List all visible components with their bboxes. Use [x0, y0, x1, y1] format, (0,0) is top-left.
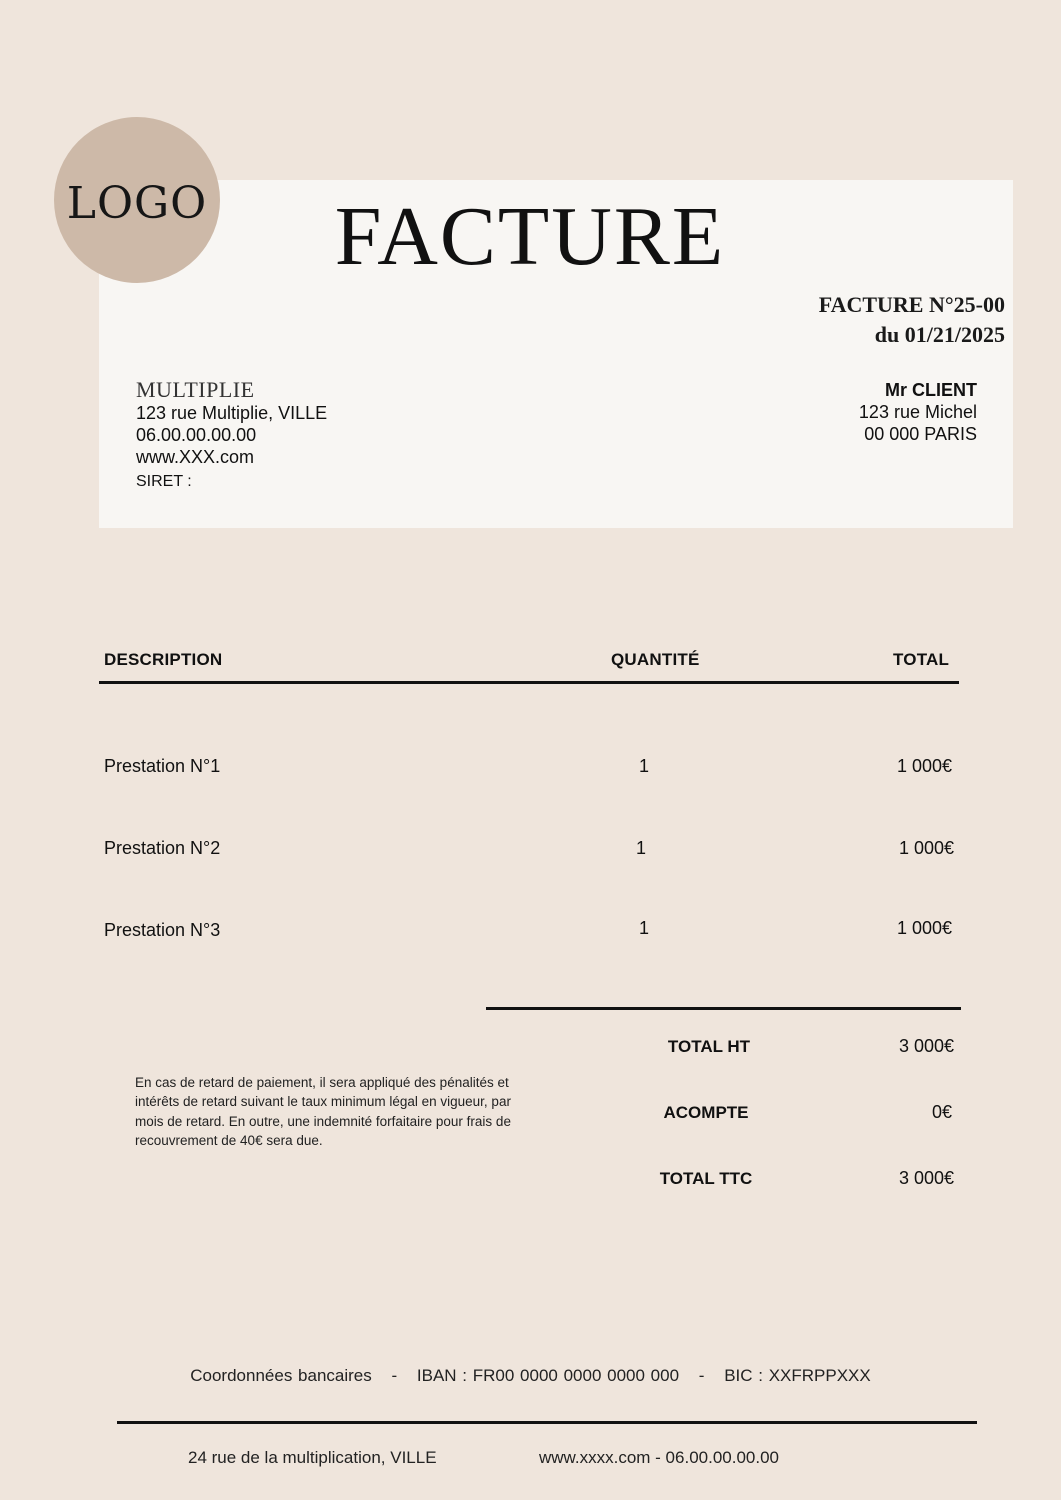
- row-1-quantity: 1: [638, 756, 649, 776]
- client-city: 00 000 PARIS: [864, 424, 977, 444]
- bank-label: Coordonnées bancaires: [190, 1366, 372, 1385]
- seller-block: [136, 379, 327, 493]
- column-header-description: DESCRIPTION: [104, 650, 223, 669]
- row-2-quantity: 1: [635, 838, 646, 858]
- bank-separator: -: [698, 1366, 705, 1385]
- seller-phone: 06.00.00.00.00: [136, 425, 257, 445]
- document-title: FACTURE: [334, 190, 726, 283]
- invoice-meta: [819, 290, 1005, 350]
- bank-bic: BIC : XXFRPPXXX: [724, 1366, 871, 1385]
- client-name: Mr CLIENT: [885, 380, 977, 400]
- row-2-total: 1 000€: [898, 838, 954, 858]
- invoice-date: du 01/21/2025: [874, 322, 1005, 347]
- client-block: [859, 379, 977, 445]
- totals-divider: [486, 1007, 961, 1010]
- seller-siret: SIRET :: [136, 473, 192, 490]
- column-header-quantity: QUANTITÉ: [611, 650, 700, 669]
- footer-address: 24 rue de la multiplication, VILLE: [188, 1448, 437, 1467]
- row-1-description: Prestation N°1: [104, 756, 221, 776]
- acompte-value: 0€: [931, 1102, 952, 1122]
- late-payment-note: En cas de retard de paiement, il sera appliqué des pénalités et intérêts de retard suivant le taux minimum légal en vigueur, par mois de retard. En outre, une indemnité forfaitaire pour frais de recouvrement de 40€ sera due.: [135, 1075, 511, 1148]
- logo-circle: [54, 117, 220, 283]
- seller-name: MULTIPLIE: [136, 377, 255, 402]
- footer-divider: [117, 1421, 977, 1424]
- seller-address: 123 rue Multiplie, VILLE: [136, 403, 328, 423]
- bank-details: [0, 1366, 1061, 1386]
- footer-contact: www.xxxx.com - 06.00.00.00.00: [539, 1448, 780, 1467]
- row-3-total: 1 000€: [896, 918, 952, 938]
- bank-iban: IBAN : FR00 0000 0000 0000 000: [416, 1366, 680, 1385]
- total-ht-label: TOTAL HT: [667, 1037, 751, 1056]
- row-3-quantity: 1: [638, 918, 649, 938]
- acompte-label: ACOMPTE: [663, 1103, 749, 1122]
- client-street: 123 rue Michel: [858, 402, 977, 422]
- column-header-total: TOTAL: [893, 650, 950, 669]
- row-2-description: Prestation N°2: [104, 838, 221, 858]
- total-ttc-label: TOTAL TTC: [659, 1169, 753, 1188]
- table-header-divider: [99, 681, 959, 684]
- invoice-number: FACTURE N°25-00: [818, 292, 1005, 317]
- total-ttc-value: 3 000€: [898, 1168, 954, 1188]
- logo-text: LOGO: [66, 177, 208, 229]
- bank-separator: -: [391, 1366, 398, 1385]
- row-1-total: 1 000€: [896, 756, 952, 776]
- row-3-description: Prestation N°3: [104, 920, 221, 940]
- seller-website: www.XXX.com: [136, 447, 255, 467]
- total-ht-value: 3 000€: [898, 1036, 954, 1056]
